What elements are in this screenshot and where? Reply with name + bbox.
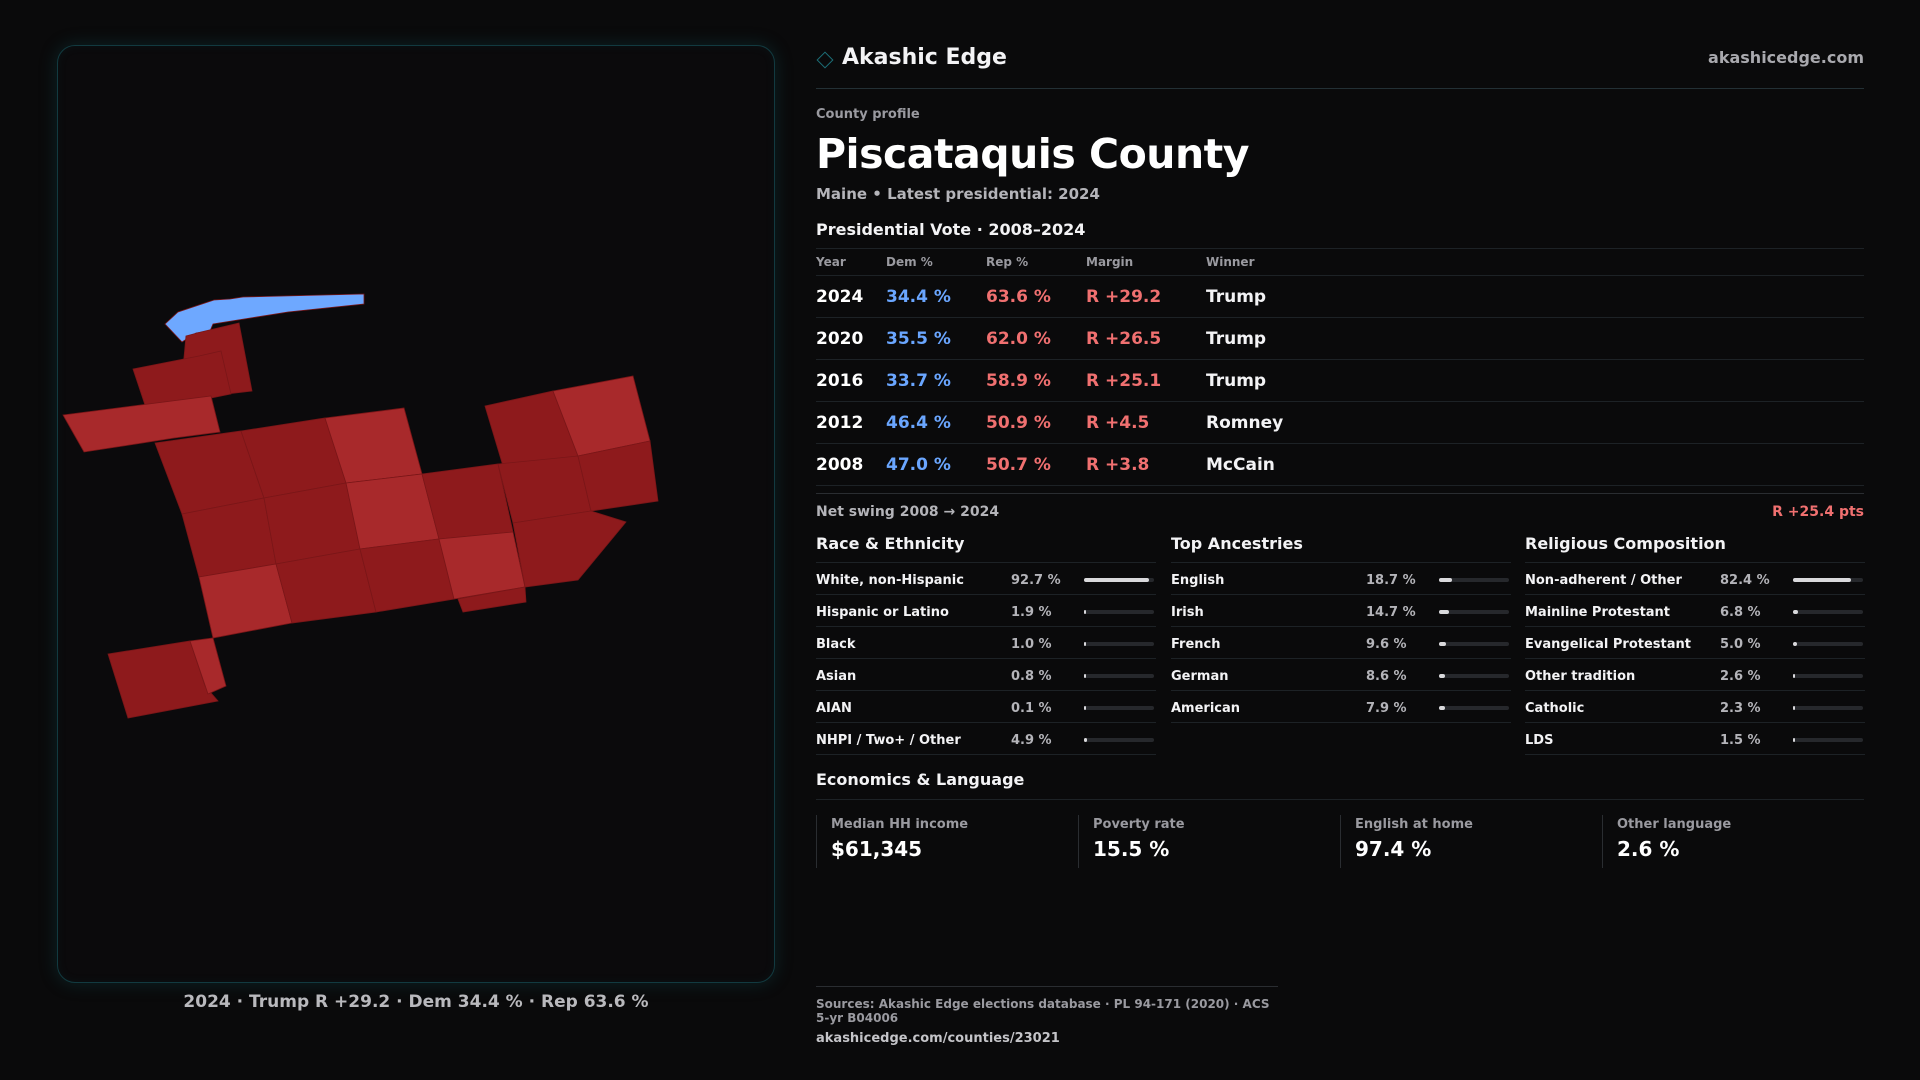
county-details: [816, 45, 1864, 868]
ancestry-label: French: [1171, 637, 1221, 652]
stat-value: 15.5 %: [1093, 837, 1170, 861]
township-t11[interactable]: [422, 464, 513, 539]
county-map[interactable]: [58, 46, 775, 983]
religion-bar-track: [1793, 706, 1863, 710]
vote-table-body: [816, 276, 1864, 486]
cell-year: 2008: [816, 454, 864, 475]
vote-section-title: Presidential Vote · 2008–2024: [816, 220, 1864, 249]
header-year: Year: [816, 255, 846, 269]
cell-year: 2012: [816, 412, 864, 433]
race-value: 0.1 %: [1011, 701, 1052, 716]
ancestry-bar-track: [1439, 706, 1509, 710]
cell-rep: 62.0 %: [986, 328, 1051, 349]
brand-name: Akashic Edge: [842, 45, 1007, 70]
race-section: [816, 534, 1156, 755]
ancestry-value: 9.6 %: [1366, 637, 1407, 652]
township-t18[interactable]: [360, 539, 454, 612]
cell-rep: 63.6 %: [986, 286, 1051, 307]
county-subtitle: Maine • Latest presidential: 2024: [816, 185, 1100, 203]
religion-row: [1525, 723, 1865, 755]
ancestry-label: German: [1171, 669, 1229, 684]
religion-bar-fill: [1793, 738, 1795, 742]
cell-dem: 46.4 %: [886, 412, 951, 433]
cell-winner: Trump: [1206, 328, 1267, 349]
race-row: [816, 659, 1156, 691]
cell-winner: Romney: [1206, 412, 1284, 433]
religion-label: Mainline Protestant: [1525, 605, 1671, 620]
ancestry-row: [1171, 691, 1511, 723]
cell-dem: 35.5 %: [886, 328, 951, 349]
ancestry-row: [1171, 659, 1511, 691]
table-row: [816, 402, 1864, 444]
ancestry-value: 8.6 %: [1366, 669, 1407, 684]
religion-bar-fill: [1793, 674, 1795, 678]
religion-label: Non-adherent / Other: [1525, 573, 1682, 588]
race-value: 4.9 %: [1011, 733, 1052, 748]
cell-year: 2020: [816, 328, 864, 349]
ancestry-bar-fill: [1439, 674, 1445, 678]
table-row: [816, 318, 1864, 360]
ancestry-row: [1171, 563, 1511, 595]
religion-row: [1525, 659, 1865, 691]
cell-winner: Trump: [1206, 286, 1267, 307]
race-label: AIAN: [816, 701, 852, 716]
religion-bar-fill: [1793, 610, 1798, 614]
race-bar-fill: [1084, 738, 1087, 742]
cell-margin: R +3.8: [1086, 454, 1150, 475]
religion-bar-track: [1793, 610, 1863, 614]
religion-value: 2.6 %: [1720, 669, 1761, 684]
map-caption: 2024 · Trump R +29.2 · Dem 34.4 % · Rep 63.6 %: [183, 992, 649, 1012]
stat-label: Median HH income: [831, 817, 969, 832]
stat-median-income: [816, 815, 1078, 868]
sources-link[interactable]: akashicedge.com/counties/23021: [816, 1031, 1060, 1046]
stat-label: Poverty rate: [1093, 817, 1185, 832]
ancestry-bar-fill: [1439, 642, 1446, 646]
ancestry-value: 18.7 %: [1366, 573, 1416, 588]
race-bar-fill: [1084, 706, 1086, 710]
race-value: 0.8 %: [1011, 669, 1052, 684]
table-row: [816, 444, 1864, 486]
race-row: [816, 691, 1156, 723]
religion-label: Evangelical Protestant: [1525, 637, 1691, 652]
race-row: [816, 563, 1156, 595]
stat-poverty-rate: [1078, 815, 1340, 868]
table-row: [816, 276, 1864, 318]
race-bar-track: [1084, 642, 1154, 646]
table-row: [816, 360, 1864, 402]
stat-label: Other language: [1617, 817, 1732, 832]
ancestry-bar-fill: [1439, 578, 1452, 582]
stat-value: 2.6 %: [1617, 837, 1680, 861]
stat-label: English at home: [1355, 817, 1473, 832]
race-label: Hispanic or Latino: [816, 605, 949, 620]
race-bar-track: [1084, 706, 1154, 710]
ancestry-title: Top Ancestries: [1171, 534, 1511, 563]
cell-dem: 33.7 %: [886, 370, 951, 391]
ancestry-value: 14.7 %: [1366, 605, 1416, 620]
race-bar-track: [1084, 578, 1154, 582]
cell-margin: R +29.2: [1086, 286, 1162, 307]
ancestry-bar-fill: [1439, 706, 1445, 710]
profile-eyebrow: County profile: [816, 107, 920, 122]
header-dem: Dem %: [886, 255, 933, 269]
religion-label: LDS: [1525, 733, 1554, 748]
religion-row: [1525, 595, 1865, 627]
ancestry-bar-track: [1439, 578, 1509, 582]
religion-bar-track: [1793, 578, 1863, 582]
sources-text: Sources: Akashic Edge elections database · PL 94-171 (2020) · ACS 5-yr B04006: [816, 997, 1270, 1025]
cell-dem: 47.0 %: [886, 454, 951, 475]
stat-value: 97.4 %: [1355, 837, 1432, 861]
header-winner: Winner: [1206, 255, 1255, 269]
religion-row: [1525, 563, 1865, 595]
vote-table-header: [816, 249, 1864, 276]
religion-bar-fill: [1793, 578, 1851, 582]
religion-label: Other tradition: [1525, 669, 1636, 684]
race-row: [816, 595, 1156, 627]
stat-english-at-home: [1340, 815, 1602, 868]
economics-cells: [816, 815, 1864, 868]
ancestry-label: English: [1171, 573, 1225, 588]
religion-title: Religious Composition: [1525, 534, 1865, 563]
ancestry-row: [1171, 627, 1511, 659]
religion-value: 5.0 %: [1720, 637, 1761, 652]
cell-margin: R +25.1: [1086, 370, 1162, 391]
race-bar-track: [1084, 610, 1154, 614]
stat-value: $61,345: [831, 837, 923, 861]
township-t20[interactable]: [513, 511, 626, 587]
cell-year: 2024: [816, 286, 864, 307]
page-title: Piscataquis County: [816, 130, 1249, 178]
race-value: 92.7 %: [1011, 573, 1061, 588]
ancestry-value: 7.9 %: [1366, 701, 1407, 716]
religion-bar-fill: [1793, 642, 1797, 646]
race-label: Asian: [816, 669, 857, 684]
sources-footer: [816, 986, 1278, 1046]
race-row: [816, 627, 1156, 659]
cell-margin: R +4.5: [1086, 412, 1150, 433]
brand-header: [816, 45, 1864, 89]
religion-label: Catholic: [1525, 701, 1585, 716]
net-swing-label: Net swing 2008 → 2024: [816, 504, 1000, 520]
cell-year: 2016: [816, 370, 864, 391]
religion-value: 2.3 %: [1720, 701, 1761, 716]
ancestry-label: American: [1171, 701, 1241, 716]
cell-rep: 58.9 %: [986, 370, 1051, 391]
cell-winner: Trump: [1206, 370, 1267, 391]
header-rep: Rep %: [986, 255, 1029, 269]
race-value: 1.0 %: [1011, 637, 1052, 652]
ancestry-label: Irish: [1171, 605, 1204, 620]
cell-rep: 50.7 %: [986, 454, 1051, 475]
race-value: 1.9 %: [1011, 605, 1052, 620]
religion-bar-track: [1793, 738, 1863, 742]
race-bar-fill: [1084, 610, 1086, 614]
net-swing-value: R +25.4 pts: [1772, 504, 1864, 520]
religion-bar-track: [1793, 642, 1863, 646]
brand-url[interactable]: akashicedge.com: [1708, 48, 1864, 67]
race-row: [816, 723, 1156, 755]
economics-title: Economics & Language: [816, 770, 1864, 800]
race-bar-track: [1084, 674, 1154, 678]
ancestry-bar-track: [1439, 674, 1509, 678]
ancestry-section: [1171, 534, 1511, 723]
religion-section: [1525, 534, 1865, 755]
race-title: Race & Ethnicity: [816, 534, 1156, 563]
race-bar-fill: [1084, 578, 1149, 582]
race-bar-track: [1084, 738, 1154, 742]
cell-dem: 34.4 %: [886, 286, 951, 307]
township-t16[interactable]: [199, 564, 292, 638]
religion-row: [1525, 627, 1865, 659]
ancestry-row: [1171, 595, 1511, 627]
race-bar-fill: [1084, 674, 1086, 678]
race-bar-fill: [1084, 642, 1086, 646]
race-label: NHPI / Two+ / Other: [816, 733, 961, 748]
cell-rep: 50.9 %: [986, 412, 1051, 433]
ancestry-bar-fill: [1439, 610, 1449, 614]
religion-bar-track: [1793, 674, 1863, 678]
race-label: Black: [816, 637, 856, 652]
stat-other-language: [1602, 815, 1864, 868]
religion-bar-fill: [1793, 706, 1795, 710]
religion-value: 82.4 %: [1720, 573, 1770, 588]
religion-value: 6.8 %: [1720, 605, 1761, 620]
ancestry-bar-track: [1439, 642, 1509, 646]
demographics: [816, 534, 1864, 762]
race-label: White, non-Hispanic: [816, 573, 964, 588]
header-margin: Margin: [1086, 255, 1134, 269]
cell-margin: R +26.5: [1086, 328, 1162, 349]
net-swing: [816, 493, 1864, 525]
cell-winner: McCain: [1206, 454, 1275, 475]
religion-row: [1525, 691, 1865, 723]
religion-value: 1.5 %: [1720, 733, 1761, 748]
brand-diamond-icon: [817, 52, 834, 69]
ancestry-bar-track: [1439, 610, 1509, 614]
map-panel[interactable]: [57, 45, 775, 983]
